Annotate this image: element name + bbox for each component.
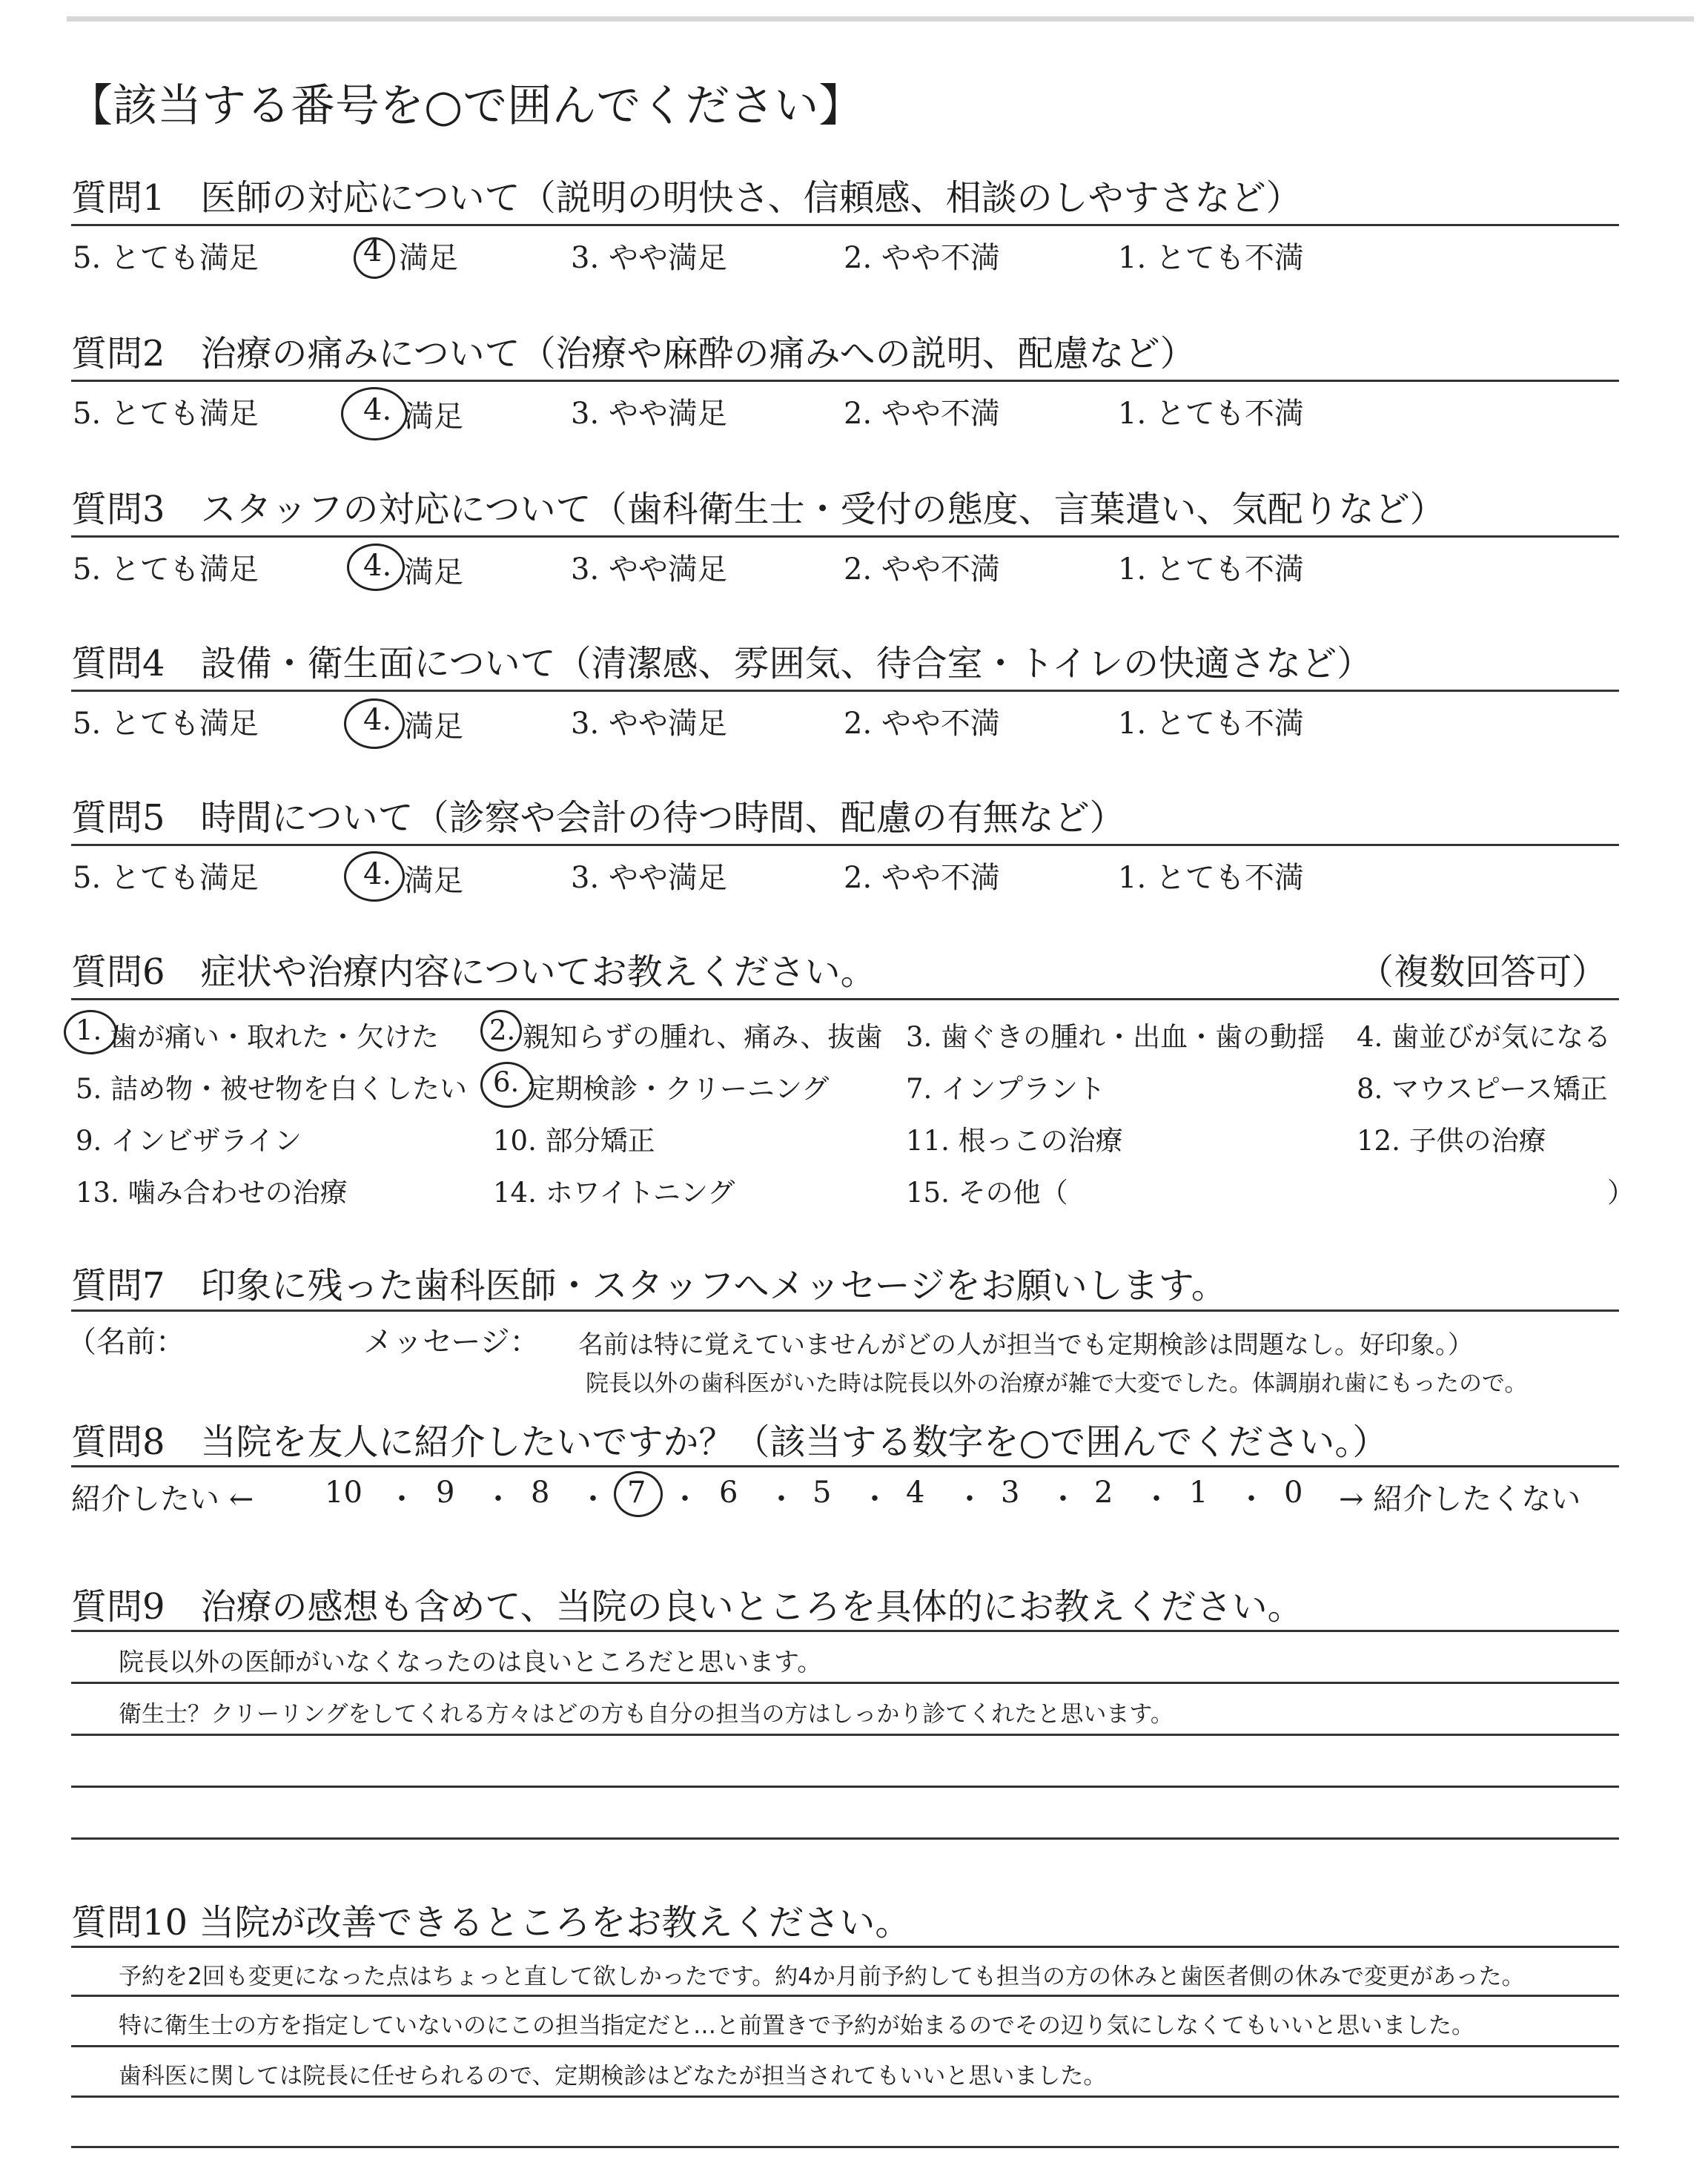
q7-message-line-1: 名前は特に覚えていませんがどの人が担当でも定期検診は問題なし。好印象。） [578,1330,1473,1360]
q1-option-1: 1. とても不満 [1118,241,1304,275]
q6-item-8: 8. マウスピース矯正 [1357,1073,1608,1105]
q4-option-5: 5. とても満足 [73,707,259,741]
q8-scale-sep: ・ [387,1482,417,1516]
question-6-title: 質問6 症状や治療内容についてお教えください。 [71,951,876,993]
question-6-note: （複数回答可） [1358,951,1608,993]
q1-option-3: 3. やや満足 [571,241,727,275]
question-5-rule [71,844,1619,846]
q8-scale-sep: ・ [860,1482,890,1516]
page-heading: 【該当する番号を○で囲んでください】 [68,80,864,132]
q8-scale-6: 6 [719,1476,738,1510]
q8-scale-sep: ・ [767,1482,796,1516]
q9-answer-line-5 [71,1837,1619,1840]
q6-item-15: 15. その他（ [906,1177,1068,1209]
q4-option-2: 2. やや不満 [844,707,1000,741]
q8-scale-3: 3 [1001,1476,1020,1510]
question-9-title: 質問9 治療の感想も含めて、当院の良いところを具体的にお教えください。 [71,1586,1303,1628]
question-7-rule [71,1309,1619,1312]
q6-item-10: 10. 部分矯正 [493,1125,655,1157]
question-3-title: 質問3 スタッフの対応について（歯科衛生士・受付の態度、言葉遣い、気配りなど） [71,489,1446,530]
q6-item-2-label: 親知らずの腫れ、痛み、抜歯 [523,1021,883,1053]
q7-message-line-2: 院長以外の歯科医がいた時は院長以外の治療が雑で大変でした。体調崩れ歯にもったので。 [586,1370,1528,1397]
q9-answer-line-2 [71,1682,1619,1684]
q8-scale-2: 2 [1094,1476,1113,1510]
q9-answer-2: 衛生士？クリーリングをしてくれる方々はどの方も自分の担当の方はしっかり診てくれたと思います。 [119,1701,1174,1728]
q8-scale-sep: ・ [483,1482,513,1516]
q6-item-7: 7. インプラント [906,1073,1106,1105]
q10-answer-line-1 [71,1946,1619,1948]
q5-option-1: 1. とても不満 [1118,861,1304,895]
question-2-rule [71,380,1619,382]
q8-scale-sep: ・ [578,1482,608,1516]
q2-option-3: 3. やや満足 [571,397,727,431]
question-1-title: 質問1 医師の対応について（説明の明快さ、信頼感、相談のしやすさなど） [71,177,1302,219]
q7-name-label: （名前： [67,1325,185,1359]
q6-item-6-label: 定期検診・クリーニング [528,1073,830,1105]
question-8-rule [71,1465,1619,1467]
q2-option-4-label: 満足 [404,400,463,434]
question-4-rule [71,690,1619,692]
q1-option-4-number: 4 [363,234,383,268]
q9-answer-line-4 [71,1786,1619,1788]
q8-scale-7: 7 [627,1476,646,1510]
q3-option-4-label: 満足 [404,555,463,589]
q6-item-14: 14. ホワイトニング [493,1177,735,1209]
q8-scale-10: 10 [325,1476,363,1510]
q8-right-label: → 紹介したくない [1339,1482,1581,1516]
q1-option-4-label: 満足 [399,241,458,275]
question-10-title: 質問10 当院が改善できるところをお教えください。 [71,1902,911,1943]
q10-answer-2: 特に衛生士の方を指定していないのにこの担当指定だと…と前置きで予約が始まるのでその辺り気にしなくてもいいと思いました。 [119,2012,1474,2039]
question-7-title: 質問7 印象に残った歯科医師・スタッフへメッセージをお願いします。 [71,1265,1227,1307]
q8-scale-9: 9 [436,1476,455,1510]
q6-item-5: 5. 詰め物・被せ物を白くしたい [76,1073,468,1105]
q6-item-1-label: 歯が痛い・取れた・欠けた [110,1021,439,1053]
q9-answer-line-1 [71,1630,1619,1632]
q8-left-label: 紹介したい ← [71,1482,254,1516]
q10-answer-line-2 [71,1995,1619,1997]
q5-option-2: 2. やや不満 [844,861,1000,895]
q6-item-4: 4. 歯並びが気になる [1357,1021,1612,1053]
q2-option-2: 2. やや不満 [844,397,1000,431]
q6-item-3: 3. 歯ぐきの腫れ・出血・歯の動揺 [906,1021,1325,1053]
q8-scale-sep: ・ [1048,1482,1078,1516]
q3-option-1: 1. とても不満 [1118,552,1304,587]
q2-option-1: 1. とても不満 [1118,397,1304,431]
question-2-title: 質問2 治療の痛みについて（治療や麻酔の痛みへの説明、配慮など） [71,333,1196,374]
question-3-rule [71,535,1619,538]
q8-scale-sep: ・ [1142,1482,1171,1516]
top-border [67,16,1694,22]
q10-answer-line-4 [71,2095,1619,2098]
q8-scale-sep: ・ [670,1482,700,1516]
q6-item-15-close: ） [1607,1177,1635,1209]
q8-scale-sep: ・ [1237,1482,1266,1516]
q8-scale-0: 0 [1284,1476,1303,1510]
question-4-title: 質問4 設備・衛生面について（清潔感、雰囲気、待合室・トイレの快適さなど） [71,643,1373,684]
question-5-title: 質問5 時間について（診察や会計の待つ時間、配慮の有無など） [71,797,1125,839]
q10-answer-line-3 [71,2045,1619,2047]
q8-scale-5: 5 [812,1476,832,1510]
q8-scale-sep: ・ [955,1482,984,1516]
question-6-rule [71,998,1619,1000]
q7-message-label: メッセージ： [363,1325,540,1359]
q2-option-5: 5. とても満足 [73,397,259,431]
q2-option-4-number: 4. [363,393,392,427]
question-8-title: 質問8 当院を友人に紹介したいですか？（該当する数字を○で囲んでください。） [71,1421,1388,1463]
q4-option-4-number: 4. [363,703,392,737]
q6-item-12: 12. 子供の治療 [1357,1125,1546,1157]
q3-option-2: 2. やや不満 [844,552,1000,587]
q10-answer-line-5 [71,2146,1619,2148]
q6-item-2-number: 2. [489,1014,516,1046]
q6-item-6-number: 6. [493,1066,520,1098]
q10-answer-3: 歯科医に関しては院長に任せられるので、定期検診はどなたが担当されてもいいと思いました。 [119,2063,1107,2090]
q5-option-5: 5. とても満足 [73,861,259,895]
q5-option-4-number: 4. [363,857,392,891]
q8-scale-8: 8 [531,1476,550,1510]
q5-option-4-label: 満足 [404,864,463,898]
q8-scale-1: 1 [1189,1476,1208,1510]
q10-answer-1: 予約を2回も変更になった点はちょっと直して欲しかったです。約4か月前予約しても担当の方の休みと歯医者側の休みで変更があった。 [119,1964,1525,1990]
q3-option-5: 5. とても満足 [73,552,259,587]
q8-scale-4: 4 [906,1476,925,1510]
q1-option-5: 5. とても満足 [73,241,259,275]
q9-answer-1: 院長以外の医師がいなくなったのは良いところだと思います。 [119,1648,823,1677]
q1-option-2: 2. やや不満 [844,241,1000,275]
q6-item-1-number: 1. [76,1014,102,1046]
q6-item-9: 9. インビザライン [76,1125,302,1157]
q9-answer-line-3 [71,1734,1619,1736]
question-1-rule [71,224,1619,226]
q6-item-13: 13. 噛み合わせの治療 [76,1177,348,1209]
q6-item-11: 11. 根っこの治療 [906,1125,1123,1157]
q4-option-4-label: 満足 [404,710,463,744]
q3-option-4-number: 4. [363,549,392,583]
q4-option-3: 3. やや満足 [571,707,727,741]
q5-option-3: 3. やや満足 [571,861,727,895]
q3-option-3: 3. やや満足 [571,552,727,587]
q4-option-1: 1. とても不満 [1118,707,1304,741]
